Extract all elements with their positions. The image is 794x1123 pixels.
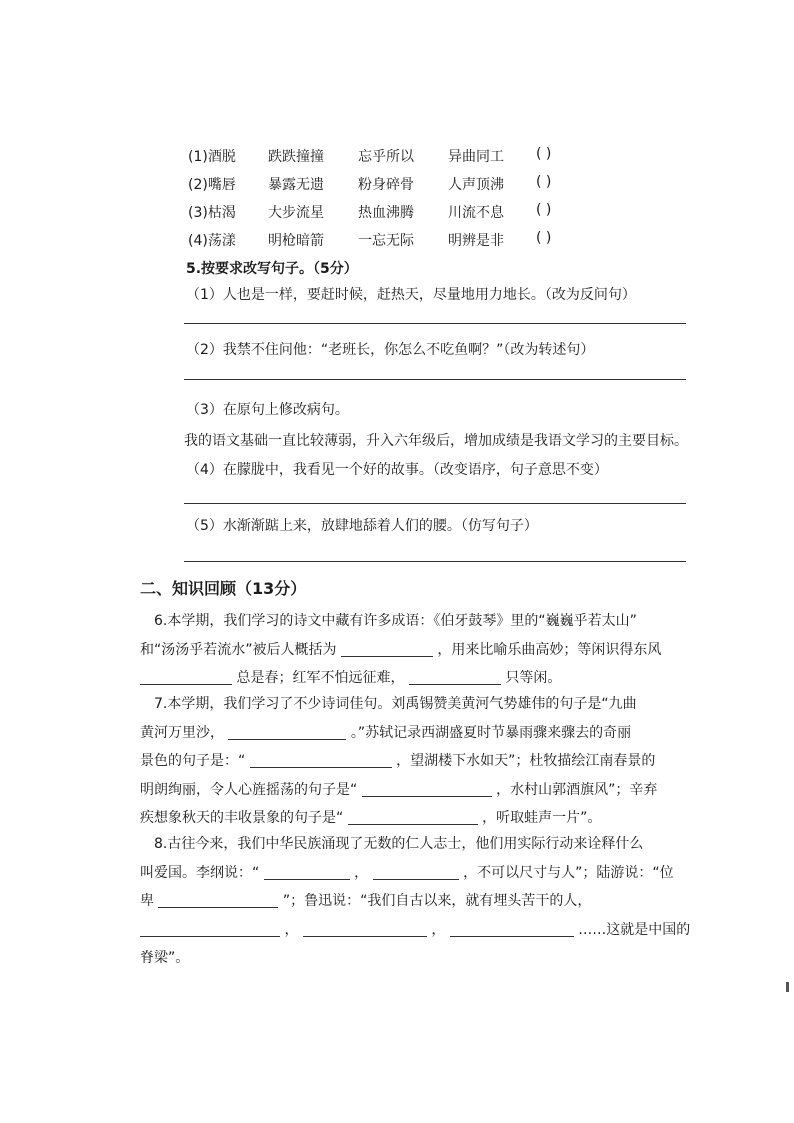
q5-item-3: （3）在原句上修改病句。 [186, 402, 349, 418]
q7-text: 明朗绚丽，令人心旌摇荡的句子是“ [140, 781, 358, 798]
q8-text: ，不可以尺寸与人”；陆游说：“位 [463, 864, 674, 881]
q4-word: (3)枯渴 [188, 205, 236, 221]
q6-text: 只等闲。 [505, 670, 562, 686]
q8-blank-2[interactable] [373, 865, 459, 880]
q7-text: ，听取蛙声一片”。 [482, 810, 602, 826]
q4-word: 大步流星 [268, 205, 324, 221]
q4-word: 一忘无际 [358, 233, 414, 249]
q5-answer-line-2[interactable] [184, 379, 686, 380]
q4-word: (2)嘴唇 [188, 177, 236, 193]
q7-text: 黄河万里沙， [140, 724, 224, 741]
q4-word: 明枪暗箭 [268, 233, 324, 249]
q6-text: 和“汤汤乎若流水”被后人概括为 [140, 641, 337, 658]
q7-text: 。”苏轼记录西湖盛夏时节暴雨骤来骤去的奇丽 [350, 724, 632, 741]
q8-blank-4[interactable] [140, 922, 280, 937]
q4-answer-parens[interactable]: ( ) [536, 202, 552, 218]
q8-blank-3[interactable] [158, 893, 278, 908]
q8-text: 卑 [140, 893, 154, 909]
q8-text: ， [284, 921, 299, 938]
q7-text: 疾想象秋天的丰收景象的句子是“ [140, 810, 344, 826]
q8-blank-5[interactable] [303, 922, 427, 937]
q8-text: ， [354, 864, 369, 881]
q5-title: 5.按要求改写句子。（5分） [186, 261, 358, 277]
q8-blank-6[interactable] [450, 922, 574, 937]
q6-blank-1[interactable] [341, 642, 433, 657]
q5-item-5: （5）水渐渐踮上来，放肆地舔着人们的腰。（仿写句子） [186, 518, 538, 534]
q4-word: 异曲同工 [448, 149, 504, 165]
q7-blank-4[interactable] [348, 810, 478, 825]
q7-line-1: 7.本学期，我们学习了不少诗词佳句。刘禹锡赞美黄河气势雄伟的句子是“九曲 [154, 696, 637, 712]
q6-block [140, 607, 706, 693]
section-2-heading: 二、知识回顾（13分） [140, 579, 307, 598]
q8-blank-1[interactable] [264, 865, 350, 880]
q6-blank-2[interactable] [140, 670, 232, 685]
q4-word: 川流不息 [448, 205, 504, 221]
scan-mark [786, 982, 789, 992]
q4-word: 热血沸腾 [358, 205, 414, 221]
q8-text: ……这就是中国的 [578, 921, 691, 938]
q5-item-2: （2）我禁不住问他：“老班长，你怎么不吃鱼啊？”（改为转述句） [186, 342, 595, 358]
q8-text: 叫爱国。李纲说：“ [140, 864, 260, 881]
q4-word: 暴露无遗 [268, 177, 324, 193]
q7-blank-2[interactable] [250, 753, 392, 768]
q8-text: 脊梁”。 [140, 950, 190, 966]
q4-word: 忘乎所以 [358, 149, 414, 165]
q6-text: ，用来比喻乐曲高妙；等闲识得东风 [437, 641, 662, 658]
q6-text: 总是春；红军不怕远征难， [236, 670, 405, 686]
q4-answer-parens[interactable]: ( ) [536, 146, 552, 162]
q7-blank-1[interactable] [228, 725, 346, 740]
q4-word: (4)荡漾 [188, 233, 236, 249]
q4-word: 人声顶沸 [448, 177, 504, 193]
q5-item-3-sentence: 我的语文基础一直比较薄弱，升入六年级后，增加成绩是我语文学习的主要目标。 [184, 433, 688, 449]
q6-blank-3[interactable] [409, 670, 501, 685]
q5-answer-line-4[interactable] [184, 503, 686, 504]
q8-line-1: 8.古往今来，我们中华民族涌现了无数的仁人志士，他们用实际行动来诠释什么 [154, 836, 644, 852]
q5-item-4: （4）在朦胧中，我看见一个好的故事。（改变语序，句子意思不变） [186, 462, 608, 478]
q8-text: ”；鲁迅说：“我们自古以来，就有埋头苦干的人， [282, 893, 592, 909]
q5-item-1: （1）人也是一样，要赶时候，赶热天，尽量地用力地长。（改为反问句） [186, 287, 636, 303]
q7-block [140, 690, 706, 833]
q6-line-1: 6.本学期，我们学习的诗文中藏有许多成语：《伯牙鼓琴》里的“巍巍乎若太山” [154, 613, 637, 629]
q4-word: 跌跌撞撞 [268, 149, 324, 165]
q4-word: (1)酒脱 [188, 149, 236, 165]
q7-text: 景色的句子是：“ [140, 753, 246, 769]
q4-word: 粉身碎骨 [358, 177, 414, 193]
q4-answer-parens[interactable]: ( ) [536, 230, 552, 246]
q8-block [140, 830, 706, 973]
q4-word: 明辨是非 [448, 233, 504, 249]
q5-answer-line-5[interactable] [184, 561, 686, 562]
q4-answer-parens[interactable]: ( ) [536, 174, 552, 190]
q8-text: ， [431, 921, 446, 938]
q7-blank-3[interactable] [362, 782, 492, 797]
q5-answer-line-1[interactable] [184, 323, 686, 324]
q7-text: ，水村山郭酒旗风”；辛弃 [496, 781, 658, 798]
q7-text: ，望湖楼下水如天”；杜牧描绘江南春景的 [396, 753, 656, 769]
